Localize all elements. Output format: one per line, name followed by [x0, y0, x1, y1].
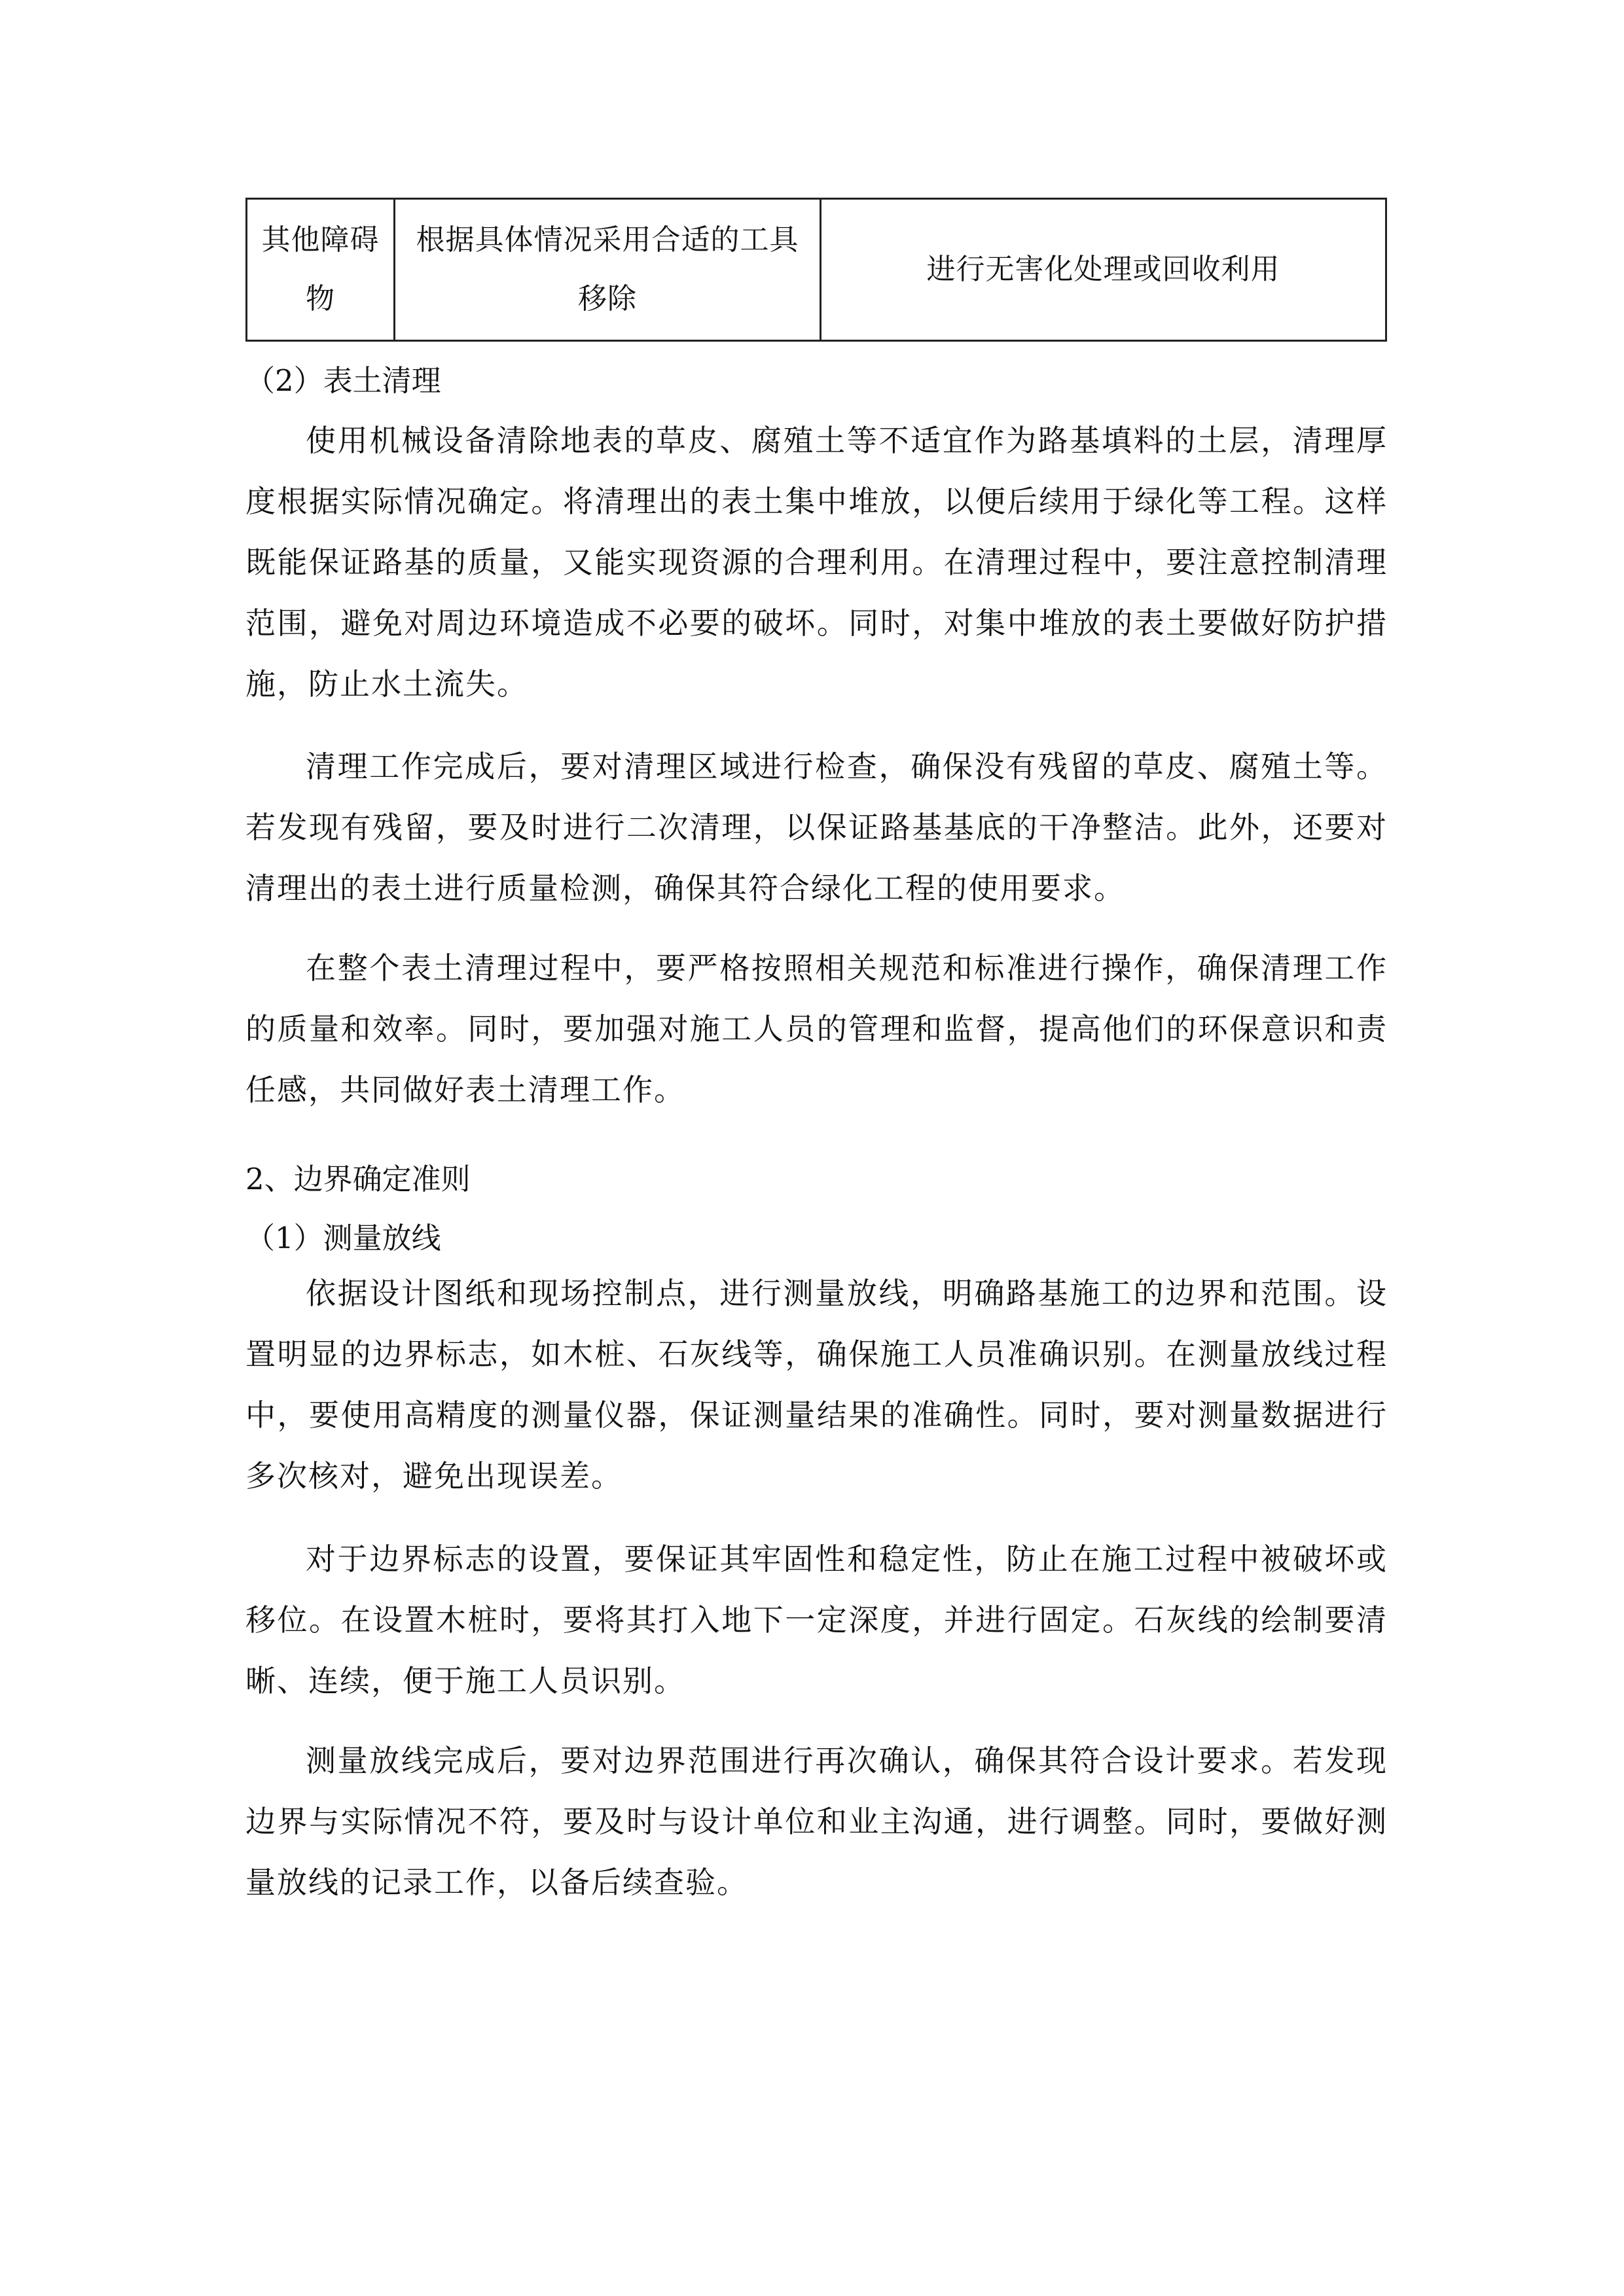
table-cell-method: 根据具体情况采用合适的工具移除 [395, 199, 821, 341]
paragraph: 使用机械设备清除地表的草皮、腐殖土等不适宜作为路基填料的土层，清理厚度根据实际情况确定。将清理出的表土集中堆放，以便后续用于绿化等工程。这样既能保证路基的质量，又能实现资源的合理利用。在清理过程中，要注意控制清理范围，避免对周边环境造成不必要的破坏。同时，对集中堆放的表土要做好防护措施，防止水土流失。 [245, 423, 1388, 702]
paragraph: 在整个表土清理过程中，要严格按照相关规范和标准进行操作，确保清理工作的质量和效率。同时，要加强对施工人员的管理和监督，提高他们的环保意识和责任感，共同做好表土清理工作。 [245, 950, 1388, 1107]
table-cell-disposal: 进行无害化处理或回收利用 [821, 199, 1386, 341]
obstacle-table [245, 198, 1387, 342]
paragraph: 清理工作完成后，要对清理区域进行检查，确保没有残留的草皮、腐殖土等。若发现有残留，要及时进行二次清理，以保证路基基底的干净整洁。此外，还要对清理出的表土进行质量检测，确保其符合绿化工程的使用要求。 [245, 749, 1388, 906]
paragraph: 依据设计图纸和现场控制点，进行测量放线，明确路基施工的边界和范围。设置明显的边界标志，如木桩、石灰线等，确保施工人员准确识别。在测量放线过程中，要使用高精度的测量仪器，保证测量结果的准确性。同时，要对测量数据进行多次核对，避免出现误差。 [245, 1276, 1388, 1494]
section-heading-boundary: 2、边界确定准则 [245, 1162, 471, 1196]
table-row [247, 199, 1386, 341]
paragraph: 测量放线完成后，要对边界范围进行再次确认，确保其符合设计要求。若发现边界与实际情况不符，要及时与设计单位和业主沟通，进行调整。同时，要做好测量放线的记录工作，以备后续查验。 [245, 1743, 1388, 1900]
table-cell-item: 其他障碍物 [247, 199, 395, 341]
section-heading-surface-cleaning: （2）表土清理 [245, 363, 441, 398]
subsection-heading-survey: （1）测量放线 [245, 1221, 441, 1255]
paragraph: 对于边界标志的设置，要保证其牢固性和稳定性，防止在施工过程中被破坏或移位。在设置木桩时，要将其打入地下一定深度，并进行固定。石灰线的绘制要清晰、连续，便于施工人员识别。 [245, 1541, 1388, 1698]
